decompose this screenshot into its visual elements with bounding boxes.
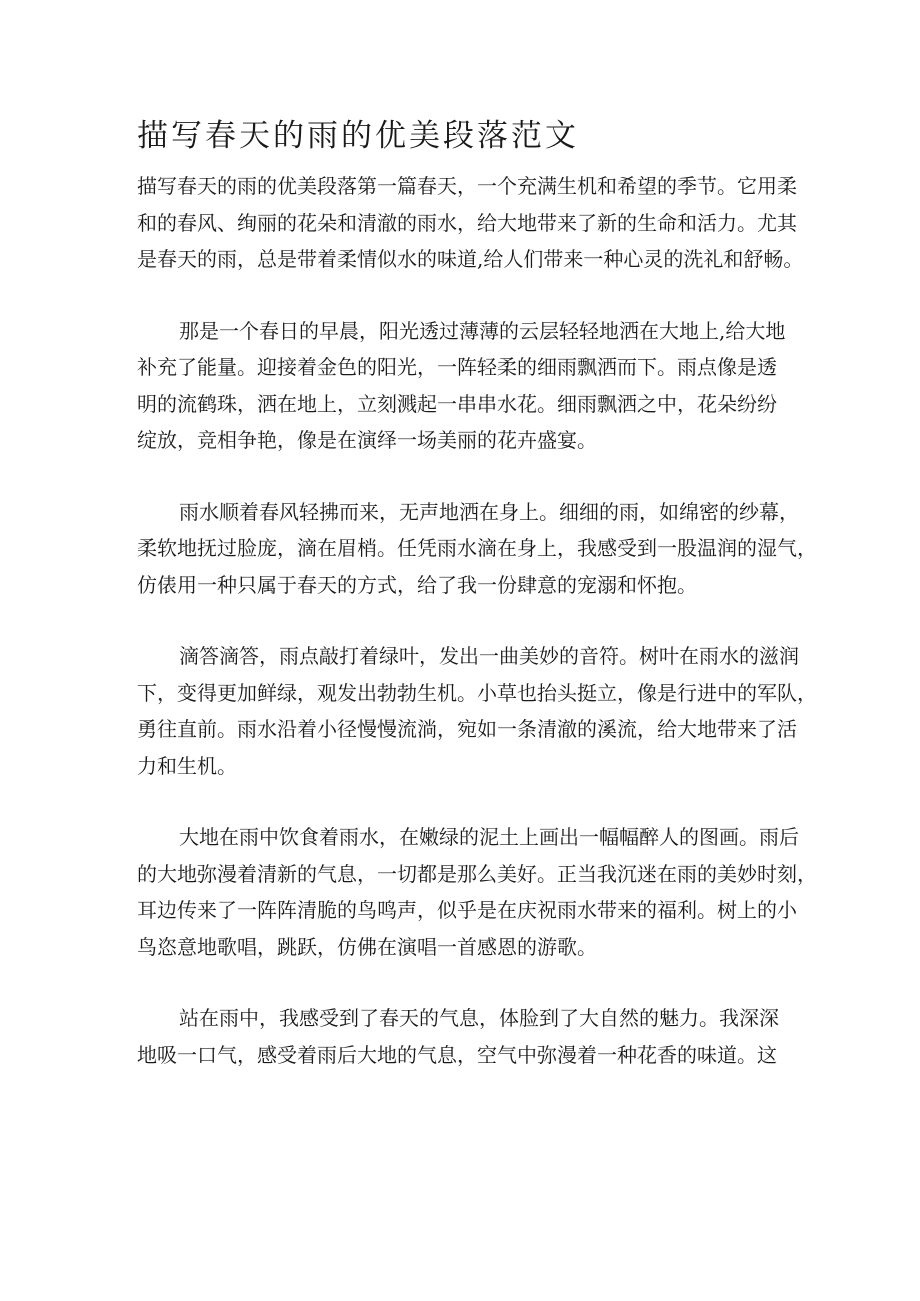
paragraph-line: 那是一个春日的早晨，阳光透过薄薄的云层轻轻地洒在大地上,给大地 (179, 318, 786, 343)
paragraph-line: 雨水顺着春风轻拂而来，无声地洒在身上。细细的雨，如绵密的纱幕， (179, 499, 799, 524)
paragraph-line: 明的流鹤珠，洒在地上，立刻溅起一串串水花。细雨飘洒之中，花朵纷纷 (137, 391, 777, 416)
paragraph-gap (137, 278, 797, 313)
paragraph-line: 补充了能量。迎接着金色的阳光，一阵轻柔的细雨飘洒而下。雨点像是透 (137, 355, 777, 379)
paragraph-line: 下，变得更加鲜绿，观发出勃勃生机。小草也抬头挺立，像是行进中的军队， (137, 680, 817, 705)
paragraph-2 (137, 313, 797, 459)
paragraph-line: 仿俵用一种只属于春天的方式，给了我一份肆意的宠溺和怀抱。 (137, 572, 697, 597)
paragraph-6 (137, 1000, 797, 1073)
paragraph-line: 绽放，竞相争艳，像是在演绎一场美丽的花卉盛宴。 (137, 428, 597, 452)
paragraph-line: 勇往直前。雨水沿着小径慢慢流淌，宛如一条清澈的溪流，给大地带来了活 (137, 717, 797, 741)
document-title: 描写春天的雨的优美段落范文 (137, 118, 579, 154)
paragraph-gap (137, 784, 797, 819)
paragraph-line: 大地在雨中饮食着雨水，在嫩绿的泥土上画出一幅幅醉人的图画。雨后 (179, 825, 799, 849)
paragraph-line: 和的春风、绚丽的花朵和清澈的雨水，给大地带来了新的生命和活力。尤其 (137, 210, 797, 235)
paragraph-1 (137, 168, 804, 278)
paragraph-line: 的大地弥漫着清新的气息，一切都是那么美好。正当我沉迷在雨的美妙时刻， (137, 861, 817, 886)
paragraph-line: 地吸一口气，感受着雨后大地的气息，空气中弥漫着一种花香的味道。这 (137, 1042, 777, 1067)
paragraph-line: 滴答滴答，雨点敲打着绿叶，发出一曲美妙的音符。树叶在雨水的滋润 (179, 644, 799, 668)
paragraph-gap (137, 459, 797, 494)
paragraph-line: 柔软地抚过脸庞，滴在眉梢。任凭雨水滴在身上，我感受到一股温润的湿气， (137, 536, 817, 560)
paragraph-5 (137, 819, 817, 965)
paragraph-line: 鸟恣意地歌唱，跳跃，仿佛在演唱一首感恩的游歌。 (137, 934, 597, 959)
paragraph-line: 是春天的雨，总是带着柔情似水的味道,给人们带来一种心灵的洗礼和舒畅。 (137, 247, 804, 271)
document-page (137, 112, 817, 1073)
paragraph-line: 耳边传来了一阵阵清脆的鸟鸣声，似乎是在庆祝雨水带来的福利。树上的小 (137, 898, 797, 922)
paragraph-3 (137, 494, 817, 604)
paragraph-line: 站在雨中，我感受到了春天的气息，体脸到了大自然的魅力。我深深 (179, 1006, 779, 1030)
paragraph-gap (137, 965, 797, 1000)
paragraph-4 (137, 638, 817, 784)
paragraph-line: 力和生机。 (137, 753, 237, 778)
paragraph-line: 描写春天的雨的优美段落第一篇春天，一个充满生机和希望的季节。它用柔 (137, 174, 797, 198)
paragraph-gap (137, 603, 797, 638)
